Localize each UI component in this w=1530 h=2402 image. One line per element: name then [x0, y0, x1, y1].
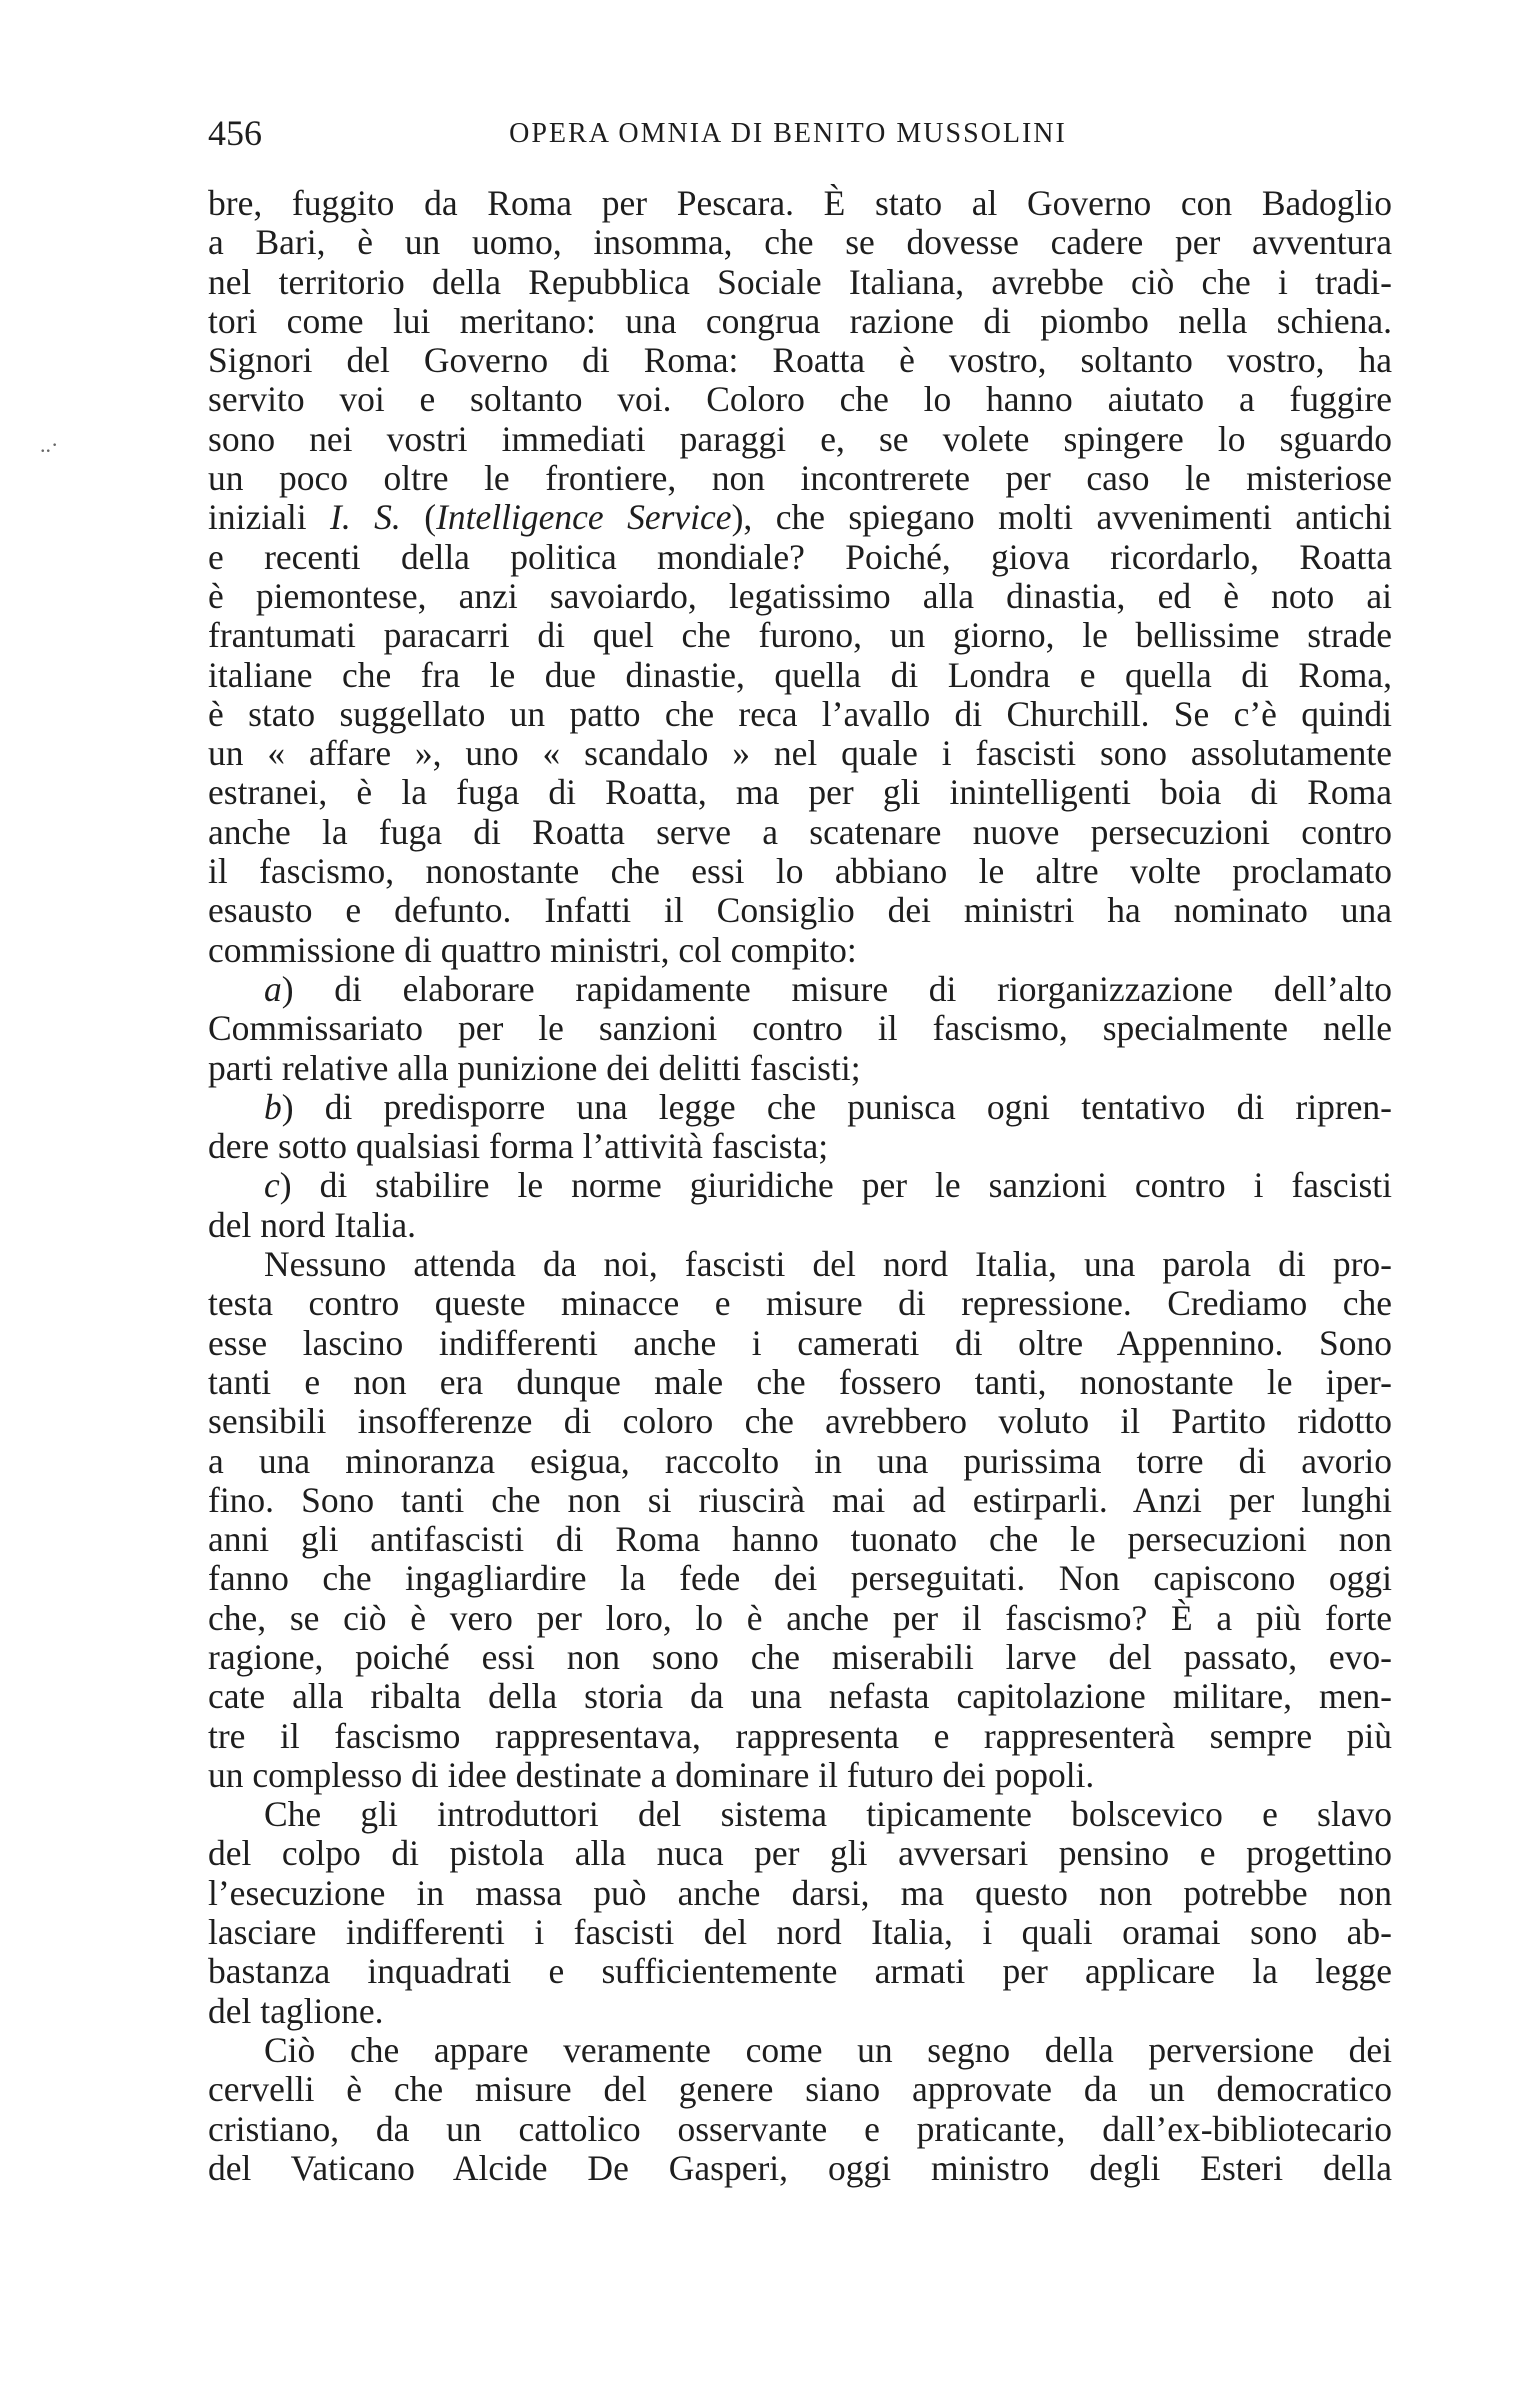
text-line: sensibili insofferenze di coloro che avrebbero voluto il Partito ridotto [208, 1402, 1392, 1442]
text-line: e recenti della politica mondiale? Poiché, giova ricordarlo, Roatta [208, 537, 1392, 577]
margin-mark: ..· [40, 432, 59, 457]
text-line: parti relative alla punizione dei delitti fascisti; [208, 1048, 861, 1088]
text-line: bastanza inquadrati e sufficientemente armati per applicare la legge [208, 1952, 1392, 1992]
text-line: tori come lui meritano: una congrua razione di piombo nella schiena. [208, 301, 1392, 341]
text-line: a Bari, è un uomo, insomma, che se dovesse cadere per avventura [208, 223, 1392, 263]
text-line: a una minoranza esigua, raccolto in una purissima torre di avorio [208, 1441, 1392, 1481]
text-line: del colpo di pistola alla nuca per gli avversari pensino e progettino [208, 1834, 1392, 1874]
text-line: il fascismo, nonostante che essi lo abbiano le altre volte proclamato [208, 852, 1392, 892]
text-line: è piemontese, anzi savoiardo, legatissimo alla dinastia, ed è noto ai [208, 576, 1392, 616]
text-line: testa contro queste minacce e misure di repressione. Crediamo che [208, 1284, 1392, 1324]
text-line: cate alla ribalta della storia da una nefasta capitolazione militare, men- [208, 1677, 1392, 1717]
text-line: commissione di quattro ministri, col compito: [208, 930, 857, 970]
text-line: anche la fuga di Roatta serve a scatenare nuove persecuzioni contro [208, 812, 1392, 852]
list-item-a: a) di elaborare rapidamente misure di riorganizzazione dell’alto [264, 969, 1392, 1009]
text-line: è stato suggellato un patto che reca l’avallo di Churchill. Se c’è quindi [208, 694, 1392, 734]
paragraph-start: Che gli introduttori del sistema tipicamente bolscevico e slavo [264, 1795, 1392, 1835]
text-line: un complesso di idee destinate a dominare il futuro dei popoli. [208, 1755, 1095, 1795]
text-line: estranei, è la fuga di Roatta, ma per gli inintelligenti boia di Roma [208, 773, 1392, 813]
text-line: bre, fuggito da Roma per Pescara. È stato al Governo con Badoglio [208, 184, 1392, 223]
text-line: esse lascino indifferenti anche i camerati di oltre Appennino. Sono [208, 1323, 1392, 1363]
text-line: iniziali I. S. (Intelligence Service), che spiegano molti avvenimenti antichi [208, 498, 1392, 538]
paragraph-start: Nessuno attenda da noi, fascisti del nord Italia, una parola di pro- [264, 1245, 1392, 1285]
text-line: anni gli antifascisti di Roma hanno tuonato che le persecuzioni non [208, 1520, 1392, 1560]
text-line: ragione, poiché essi non sono che miserabili larve del passato, evo- [208, 1637, 1392, 1677]
text-line: dere sotto qualsiasi forma l’attività fascista; [208, 1127, 829, 1167]
text-line: frantumati paracarri di quel che furono, un giorno, le bellissime strade [208, 616, 1392, 656]
list-item-b: b) di predisporre una legge che punisca ogni tentativo di ripren- [264, 1087, 1392, 1127]
text-line: del Vaticano Alcide De Gasperi, oggi ministro degli Esteri della [208, 2148, 1392, 2188]
text-line: servito voi e soltanto voi. Coloro che lo hanno aiutato a fuggire [208, 380, 1392, 420]
text-line: Commissariato per le sanzioni contro il fascismo, specialmente nelle [208, 1009, 1392, 1049]
text-line: un poco oltre le frontiere, non incontrerete per caso le misteriose [208, 459, 1392, 499]
text-line: l’esecuzione in massa può anche darsi, ma questo non potrebbe non [208, 1873, 1392, 1913]
text-line: del nord Italia. [208, 1205, 416, 1245]
list-item-c: c) di stabilire le norme giuridiche per le sanzioni contro i fascisti [264, 1166, 1392, 1206]
text-line: sono nei vostri immediati paraggi e, se volete spingere lo sguardo [208, 419, 1392, 459]
text-line: fino. Sono tanti che non si riuscirà mai ad estirparli. Anzi per lunghi [208, 1480, 1392, 1520]
running-head: OPERA OMNIA DI BENITO MUSSOLINI [509, 118, 1067, 149]
text-line: Signori del Governo di Roma: Roatta è vostro, soltanto vostro, ha [208, 341, 1392, 381]
text-line: tre il fascismo rappresentava, rappresenta e rappresenterà sempre più [208, 1716, 1392, 1756]
text-line: un « affare », uno « scandalo » nel quale i fascisti sono assolutamente [208, 734, 1392, 774]
text-line: italiane che fra le due dinastie, quella di Londra e quella di Roma, [208, 655, 1392, 695]
text-line: tanti e non era dunque male che fossero tanti, nonostante le iper- [208, 1362, 1392, 1402]
page-number: 456 [208, 113, 262, 153]
text-line: cervelli è che misure del genere siano approvate da un democratico [208, 2070, 1392, 2110]
paragraph-start: Ciò che appare veramente come un segno della perversione dei [264, 2030, 1392, 2070]
text-line: cristiano, da un cattolico osservante e praticante, dall’ex-bibliotecario [208, 2109, 1392, 2149]
text-line: lasciare indifferenti i fascisti del nord Italia, i quali oramai sono ab- [208, 1913, 1392, 1953]
text-line: nel territorio della Repubblica Sociale Italiana, avrebbe ciò che i tradi- [208, 262, 1392, 302]
page-header [208, 112, 1308, 162]
text-line: che, se ciò è vero per loro, lo è anche per il fascismo? È a più forte [208, 1598, 1392, 1638]
text-line: esausto e defunto. Infatti il Consiglio dei ministri ha nominato una [208, 891, 1392, 931]
body-text [208, 184, 1392, 2188]
text-line: fanno che ingagliardire la fede dei perseguitati. Non capiscono oggi [208, 1559, 1392, 1599]
text-line: del taglione. [208, 1991, 384, 2031]
